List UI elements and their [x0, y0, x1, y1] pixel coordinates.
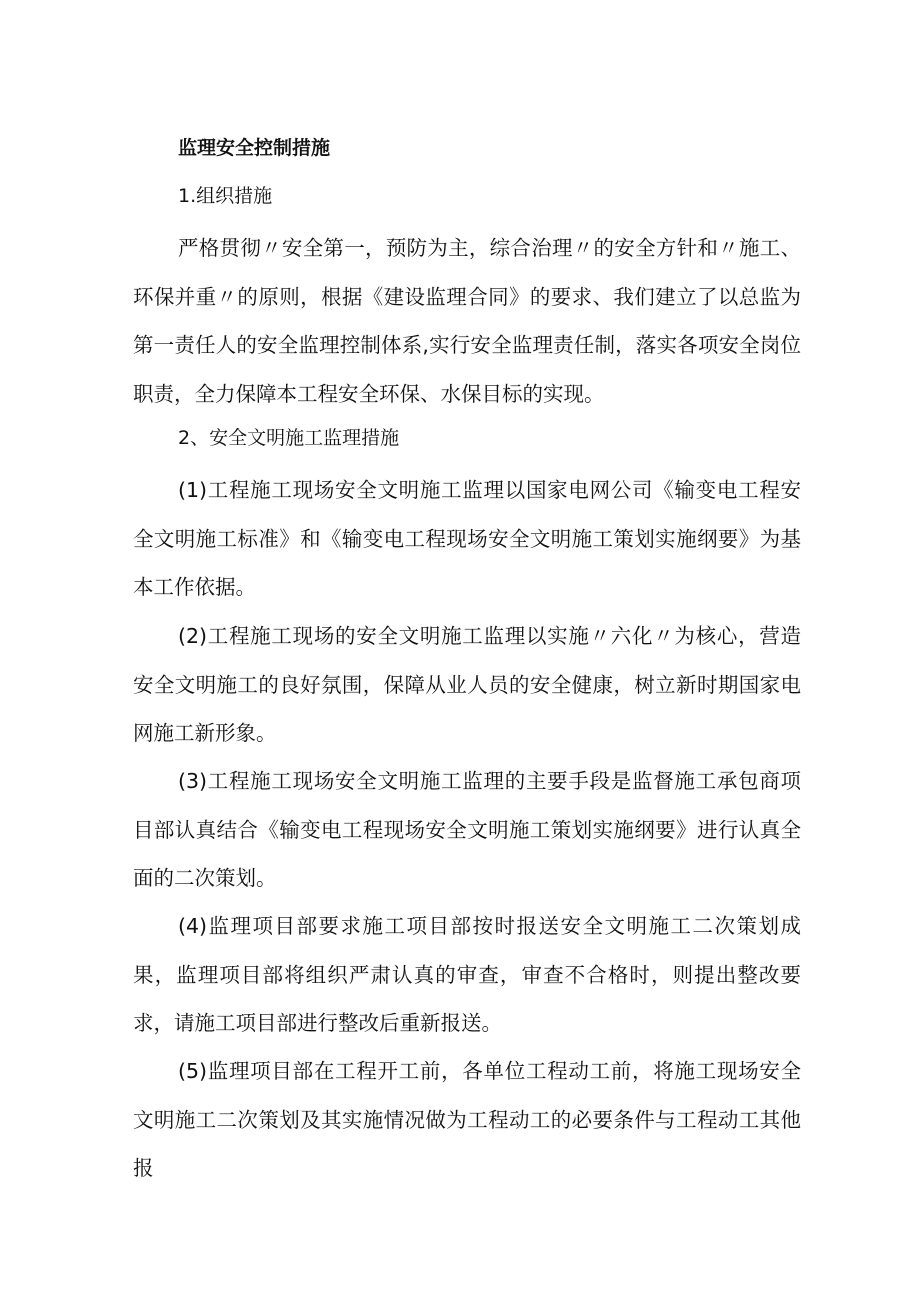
list-item-5: (5)监理项目部在工程开工前，各单位工程动工前，将施工现场安全文明施工二次策划及其实施情况做为工程动工的必要条件与工程动工其他报	[133, 1059, 801, 1180]
section-heading-civilized-construction: 2、安全文明施工监理措施	[178, 427, 400, 449]
list-item-2: (2)工程施工现场的安全文明施工监理以实施〃六化〃为核心，营造安全文明施工的良好氛围，保障从业人员的安全健康，树立新时期国家电网施工新形象。	[133, 624, 801, 745]
list-item-1: (1)工程施工现场安全文明施工监理以国家电网公司《输变电工程安全文明施工标准》和《输变电工程现场安全文明施工策划实施纲要》为基本工作依据。	[133, 478, 801, 599]
list-item-3: (3)工程施工现场安全文明施工监理的主要手段是监督施工承包商项目部认真结合《输变电工程现场安全文明施工策划实施纲要》进行认真全面的二次策划。	[133, 769, 801, 890]
document-title: 监理安全控制措施	[178, 137, 331, 159]
list-item-4: (4)监理项目部要求施工项目部按时报送安全文明施工二次策划成果，监理项目部将组织严肃认真的审查，审查不合格时，则提出整改要求，请施工项目部进行整改后重新报送。	[133, 914, 801, 1035]
paragraph-organization: 严格贯彻〃安全第一，预防为主，综合治理〃的安全方针和〃施工、环保并重〃的原则，根据《建设监理合同》的要求、我们建立了以总监为第一责任人的安全监理控制体系,实行安全监理责任制，落实各项安全岗位职责，全力保障本工程安全环保、水保目标的实现。	[133, 236, 801, 406]
section-heading-organization: 1.组织措施	[178, 185, 273, 207]
